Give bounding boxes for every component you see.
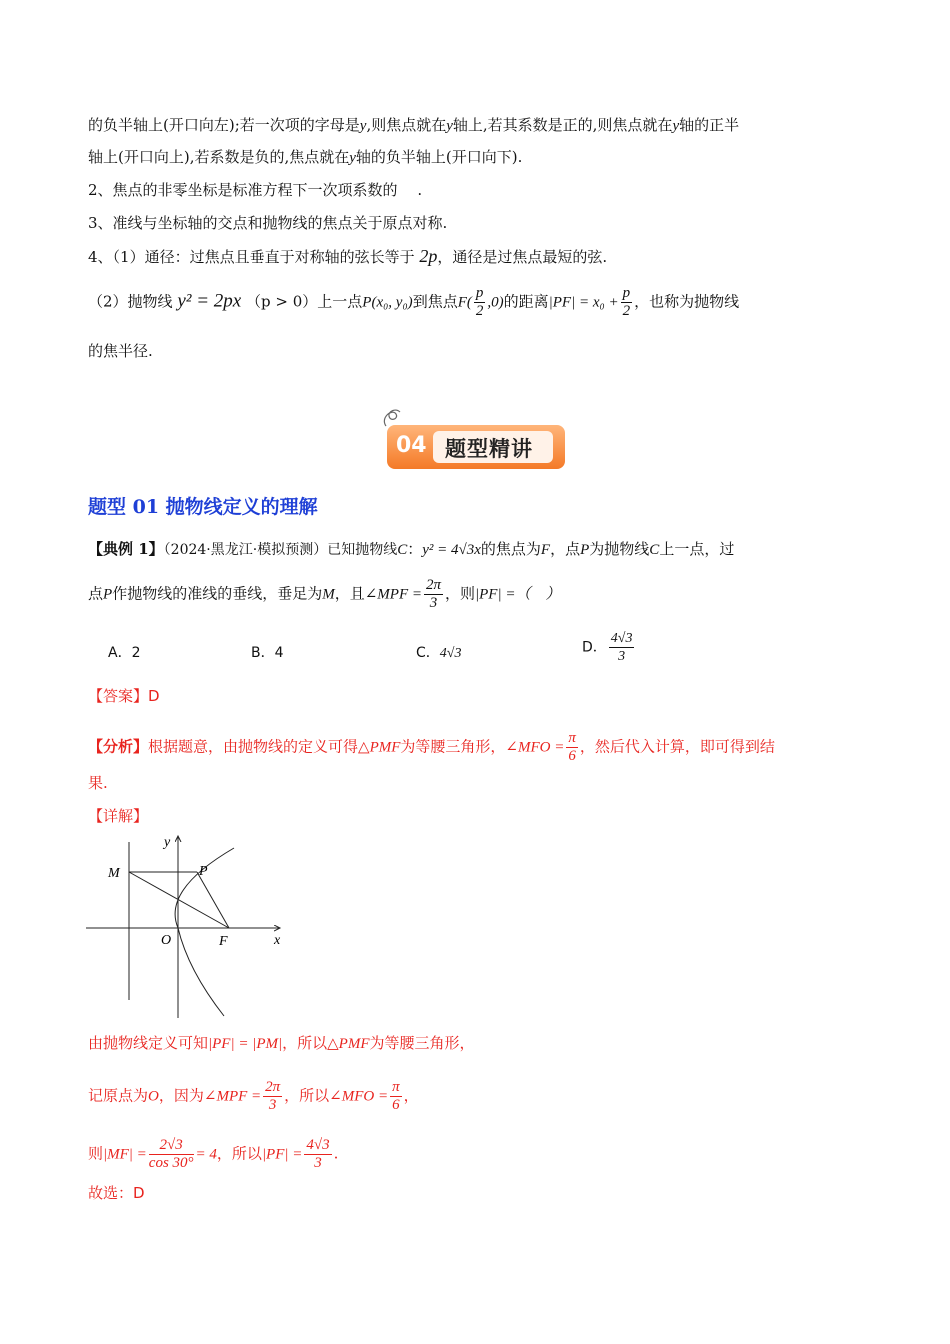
fraction xyxy=(304,1137,331,1172)
text: 则 xyxy=(88,1144,104,1163)
intro-text: 轴的负半轴上(开口向下). xyxy=(355,148,523,166)
label-p: P xyxy=(199,864,208,879)
text: ，且 xyxy=(334,584,365,603)
solution-line-3 xyxy=(88,1137,338,1172)
text: ，因为 xyxy=(158,1086,204,1105)
option-c[interactable] xyxy=(416,642,461,662)
option-letter: B． xyxy=(251,645,275,661)
var-c: C xyxy=(397,542,408,558)
answer xyxy=(88,686,160,706)
denominator: 3 xyxy=(618,649,626,664)
numerator: 2√3 xyxy=(149,1137,194,1155)
fraction xyxy=(621,285,633,320)
math-triangle: △PMF xyxy=(327,1036,370,1052)
label-f: F xyxy=(219,934,228,949)
conclusion-label: 故选： xyxy=(88,1184,134,1202)
text: 为等腰三角形， xyxy=(400,737,506,756)
numerator: π xyxy=(568,730,576,746)
math-eq: |PF| = |PM| xyxy=(208,1036,283,1052)
math-eq: y² = 4√3x xyxy=(422,542,481,558)
math-2p: 2p xyxy=(419,246,438,266)
intro-line-1 xyxy=(88,115,739,136)
numerator: 4√3 xyxy=(610,631,633,646)
text: （2）抛物线 xyxy=(88,292,173,311)
option-letter: D． xyxy=(582,639,607,656)
fraction xyxy=(566,730,578,765)
point-4 xyxy=(88,246,607,267)
intro-text: 轴上(开口向上),若系数是负的,焦点就在 xyxy=(88,148,350,166)
fraction xyxy=(609,630,635,665)
option-a[interactable] xyxy=(108,642,141,662)
example-line-1: 【典例 1】（2024·黑龙江·模拟预测）已知抛物线C：y² = 4√3x的焦点为F，点P为抛物线C上一点，过 xyxy=(88,540,735,558)
math-point-p: P(x₀, y₀) xyxy=(362,294,413,311)
intro-text: 轴的正半 xyxy=(679,116,740,134)
text: 根据题意，由抛物线的定义可得 xyxy=(148,737,359,756)
label-x: x xyxy=(274,933,281,948)
example-line-2 xyxy=(88,577,560,612)
var-o: O xyxy=(148,1088,159,1105)
math-pf: |PF| = xyxy=(261,1146,303,1163)
analysis-line-1 xyxy=(88,730,775,765)
text: 为抛物线 xyxy=(589,540,650,558)
point-4-2 xyxy=(88,285,739,320)
option-value: 2 xyxy=(131,645,141,661)
analysis-label: 【分析】 xyxy=(88,737,149,756)
option-d[interactable] xyxy=(582,630,636,665)
var-c: C xyxy=(649,542,660,558)
text: 到焦点 xyxy=(412,292,458,311)
text: 的焦点为 xyxy=(480,540,541,558)
option-letter: A． xyxy=(108,645,132,661)
denominator: 2 xyxy=(475,303,484,319)
text: 记原点为 xyxy=(88,1086,149,1105)
fraction xyxy=(149,1137,194,1172)
point-4-text: 4、（1）通径：过焦点且垂直于对称轴的弦长等于 xyxy=(88,248,415,266)
text: 点 xyxy=(88,584,104,603)
text: 上一点 xyxy=(317,292,363,311)
math-angle: ∠MPF = xyxy=(203,1088,262,1105)
math-mf: |MF| = xyxy=(103,1146,147,1163)
option-b[interactable] xyxy=(251,642,284,662)
numerator: p xyxy=(475,285,484,301)
var-m: M xyxy=(322,586,335,603)
option-value: 4√3 xyxy=(439,646,462,661)
text: 作抛物线的准线的垂线，垂足为 xyxy=(112,584,323,603)
intro-text: 轴上,若其系数是正的,则焦点就在 xyxy=(452,116,673,134)
intro-text: 的负半轴上(开口向左);若一次项的字母是 xyxy=(88,116,360,134)
fraction xyxy=(263,1079,282,1114)
var-p: P xyxy=(580,542,590,558)
denominator: 3 xyxy=(429,595,438,611)
denominator: 3 xyxy=(268,1097,277,1113)
option-value: 4 xyxy=(274,645,284,661)
parabola-figure xyxy=(84,830,294,1020)
var-p: P xyxy=(103,586,113,603)
math-focus: F( xyxy=(457,294,472,311)
var-y: y xyxy=(359,118,367,134)
example-label: 【典例 1】 xyxy=(88,540,164,558)
denominator: 2 xyxy=(622,303,631,319)
text: . xyxy=(333,1144,339,1163)
text: ，则 xyxy=(445,584,476,603)
math-angle: ∠MPF = xyxy=(364,586,422,603)
var-y: y xyxy=(349,150,356,166)
point-4-text: ，通径是过焦点最短的弦. xyxy=(437,248,608,266)
label-m: M xyxy=(108,866,120,881)
badge-title: 题型精讲 xyxy=(445,437,533,461)
text: ，点 xyxy=(550,540,581,558)
section-title: 题型 01 抛物线定义的理解 xyxy=(88,496,318,518)
label-y: y xyxy=(164,835,171,850)
denominator: cos 30° xyxy=(148,1155,194,1171)
var-y: y xyxy=(446,118,453,134)
point-3: 3、准线与坐标轴的交点和抛物线的焦点关于原点对称. xyxy=(88,214,448,232)
point-4-2-end: 的焦半径. xyxy=(88,342,153,360)
math-angle: ∠MFO = xyxy=(329,1088,389,1105)
denominator: 3 xyxy=(314,1155,322,1171)
numerator: 2π xyxy=(265,1079,281,1095)
math-parabola-eq: y² = 2px xyxy=(177,290,242,312)
var-f: F xyxy=(540,542,551,558)
var-y: y xyxy=(672,118,680,134)
text: ，所以 xyxy=(284,1086,330,1105)
math-angle: ∠MFO = xyxy=(505,739,565,756)
text: 为等腰三角形， xyxy=(369,1034,475,1052)
option-letter: C． xyxy=(416,645,440,661)
denominator: 6 xyxy=(568,748,576,764)
text: 上一点，过 xyxy=(659,540,735,558)
text: ，所以 xyxy=(216,1144,262,1163)
label-o: O xyxy=(161,933,172,948)
fraction xyxy=(424,577,443,612)
conclusion-value: D xyxy=(133,1184,145,1202)
point-2: 2、焦点的非零坐标是标准方程下一次项系数的 . xyxy=(88,181,423,199)
answer-value: D xyxy=(148,687,160,705)
answer-label: 【答案】 xyxy=(88,687,149,705)
text: ，也称为抛物线 xyxy=(634,292,740,311)
math-eq4: = 4 xyxy=(195,1146,217,1163)
text: 的距离 xyxy=(503,292,549,311)
numerator: 4√3 xyxy=(306,1137,330,1153)
segment-mf xyxy=(129,872,229,928)
fraction xyxy=(474,285,486,320)
section-badge xyxy=(387,425,567,471)
math-triangle: △PMF xyxy=(358,739,401,756)
numerator: π xyxy=(392,1079,400,1095)
math-focus-end: ,0) xyxy=(487,294,504,311)
example-source: （2024·黑龙江·模拟预测）已知抛物线 xyxy=(163,542,398,558)
text: ，所以 xyxy=(282,1034,328,1052)
analysis-line-2: 果. xyxy=(88,774,108,792)
math-condition: （p > 0） xyxy=(246,292,318,311)
text: ，然后代入计算，即可得到结 xyxy=(579,737,775,756)
text: ， xyxy=(403,1086,419,1105)
numerator: p xyxy=(622,285,631,301)
detail-label: 【详解】 xyxy=(88,807,149,825)
denominator: 6 xyxy=(392,1097,400,1113)
badge-number: 04 xyxy=(396,433,427,458)
solution-line-2 xyxy=(88,1079,419,1114)
intro-line-2 xyxy=(88,147,522,168)
conclusion xyxy=(88,1183,145,1203)
intro-text: ,则焦点就在 xyxy=(366,116,447,134)
math-pf: |PF| = x₀ + xyxy=(548,294,619,311)
math-ask: |PF| =（ ） xyxy=(475,586,561,603)
numerator: 2π xyxy=(425,577,441,593)
fraction xyxy=(390,1079,402,1114)
solution-line-1 xyxy=(88,1033,475,1054)
text: 由抛物线定义可知 xyxy=(88,1034,209,1052)
